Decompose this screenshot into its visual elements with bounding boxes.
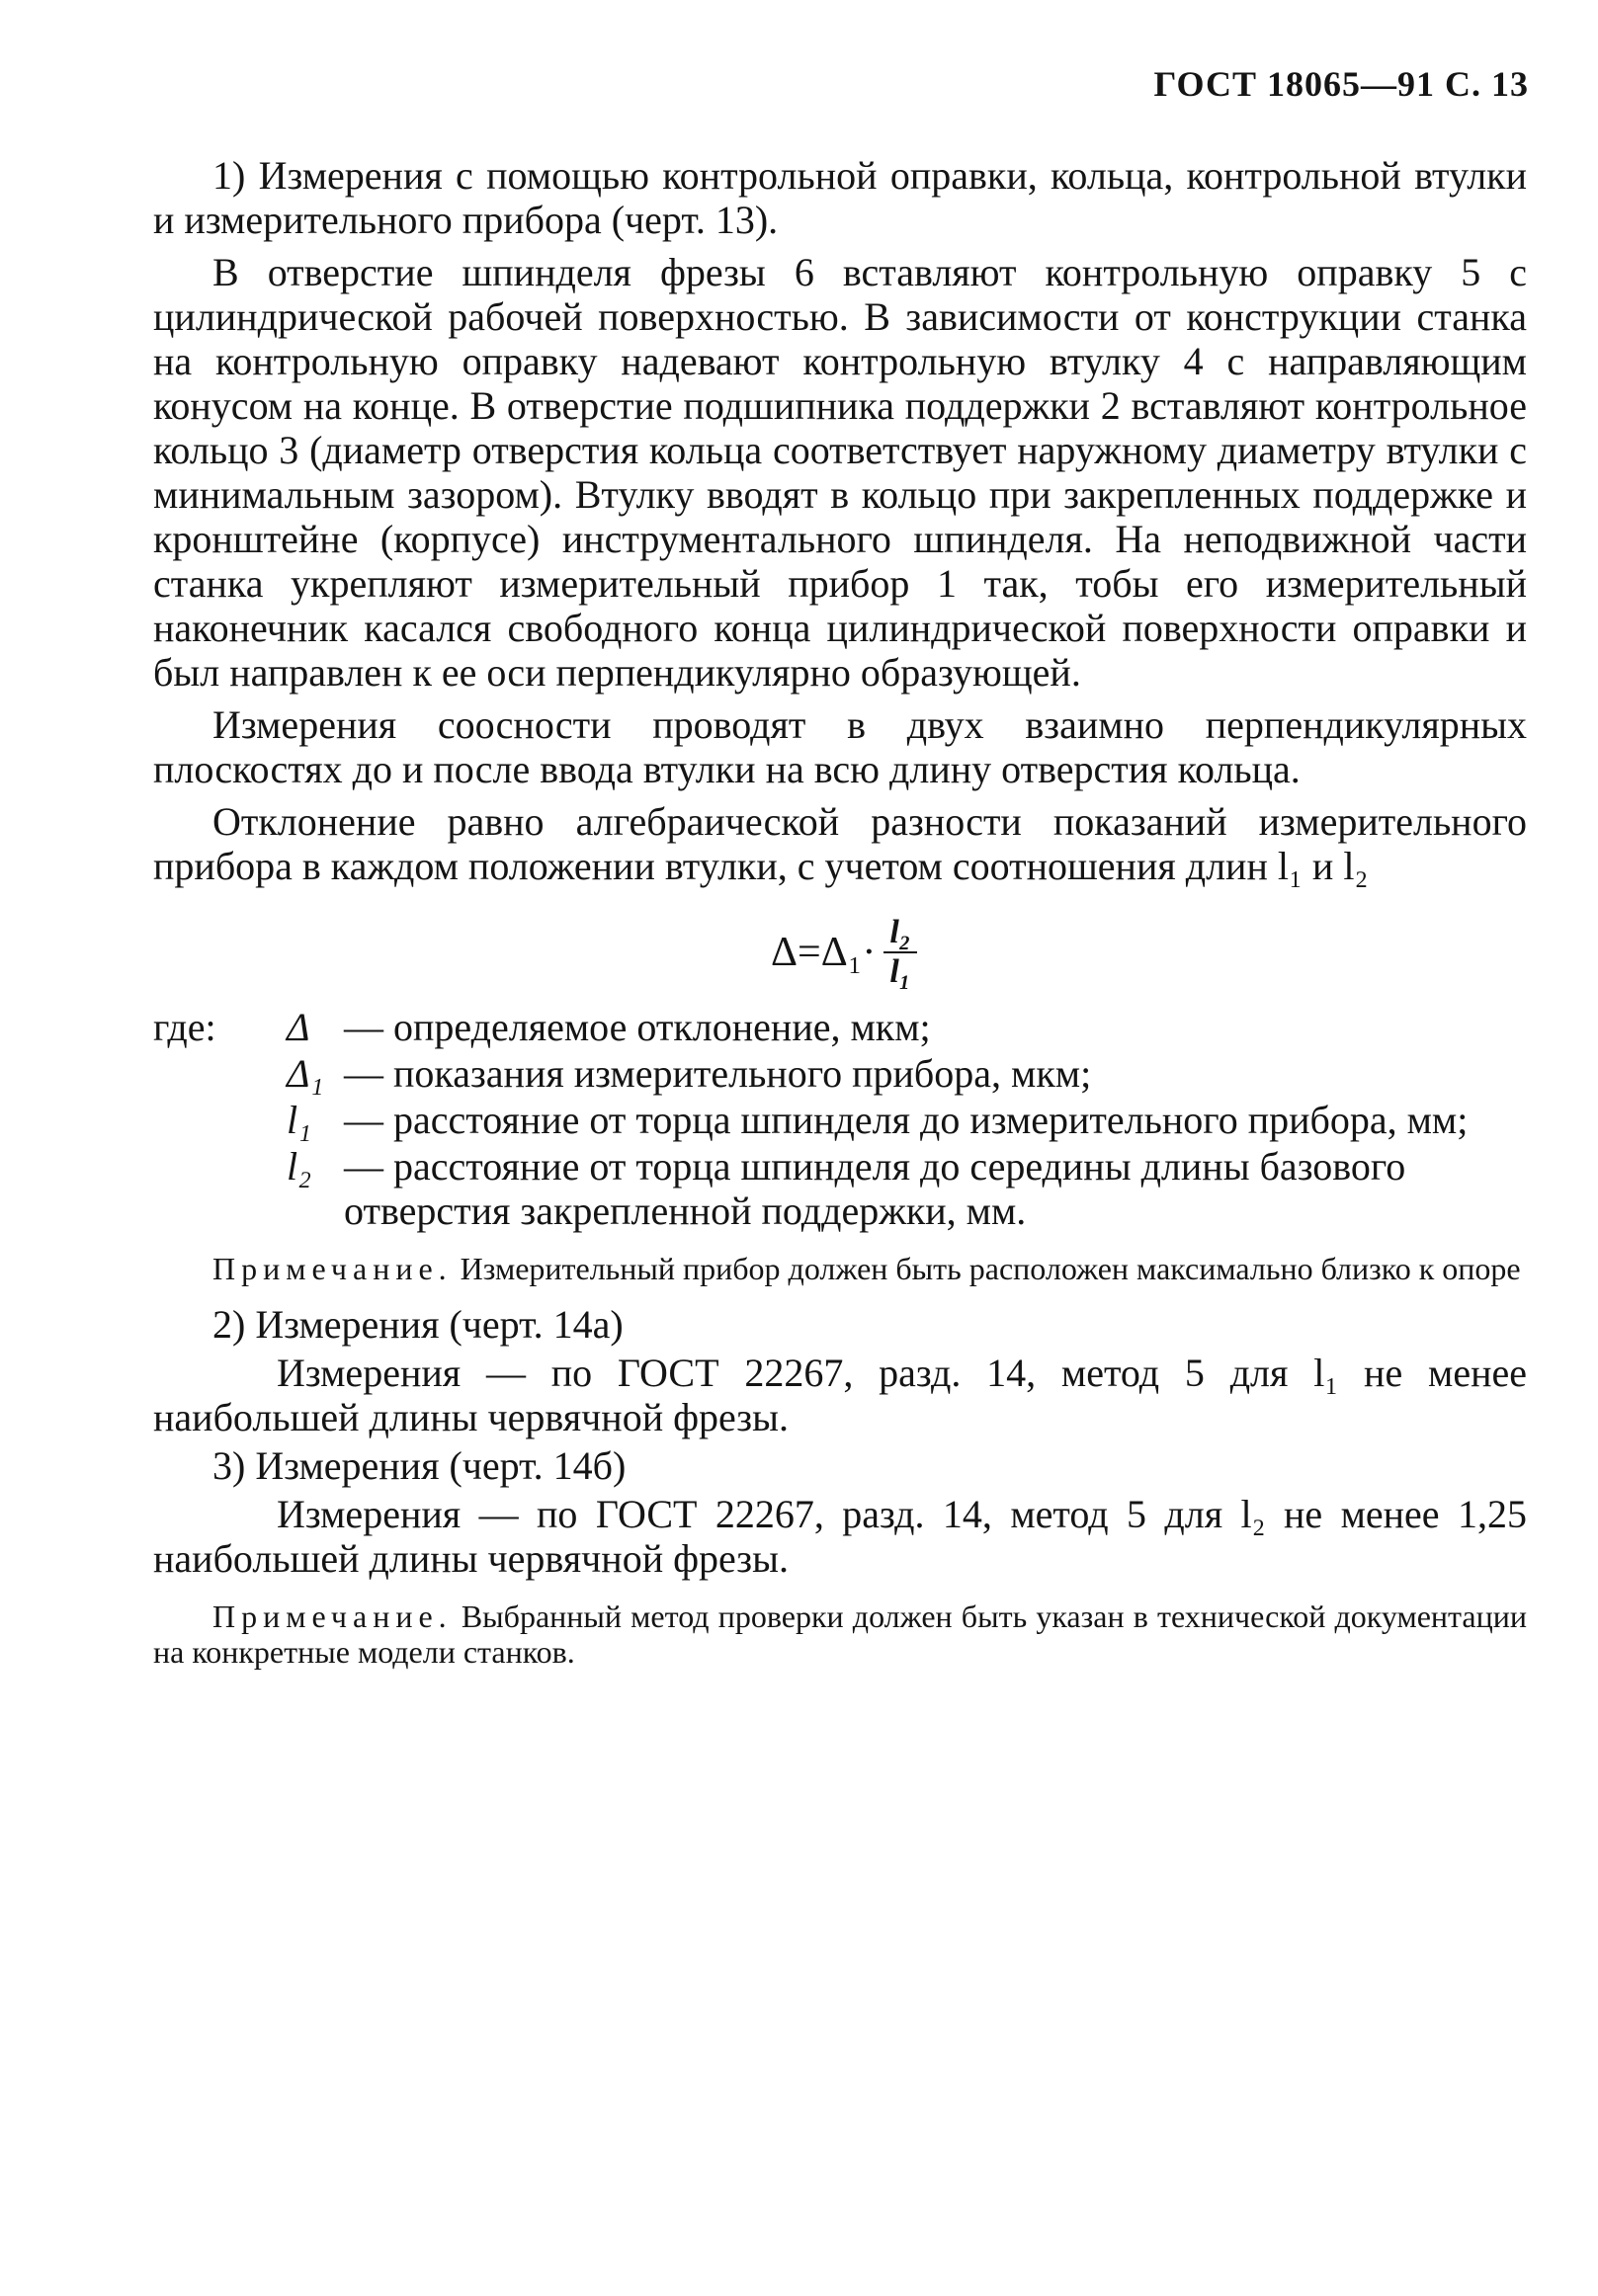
page-header: ГОСТ 18065—91 С. 13: [1153, 64, 1529, 104]
definition-text: — определяемое отклонение, мкм;: [344, 1005, 931, 1049]
note-1: [153, 1251, 1527, 1286]
definition-symbol: Δ: [287, 1005, 310, 1049]
definition-symbol: l₂: [287, 1144, 312, 1189]
item-2-title: 2) Измерения (черт. 14а): [212, 1302, 624, 1347]
formula-lhs: Δ=Δ₁·: [771, 930, 877, 975]
formula-fraction: [883, 914, 916, 991]
page-content: [153, 153, 1527, 1685]
definition-row: [153, 1098, 1527, 1142]
definition-row: [153, 1005, 1527, 1049]
deviation-formula: [153, 906, 1527, 995]
note-2: [153, 1599, 1527, 1670]
definition-symbol: Δ₁: [287, 1051, 324, 1096]
note-2-title: Примечание.: [212, 1599, 453, 1634]
paragraph-1: 1) Измерения с помощью контрольной оправки, кольца, контрольной втулки и измерительного прибора (черт. 13).: [153, 153, 1527, 242]
formula-denominator: l₁: [889, 953, 911, 990]
definition-row: [153, 1144, 1527, 1233]
definitions-lead: где:: [153, 1005, 216, 1049]
definition-text: — расстояние от торца шпинделя до измерительного прибора, мм;: [344, 1098, 1469, 1142]
paragraph-4: Отклонение равно алгебраической разности показаний измерительного прибора в каждом положении втулки, с учетом соотношения длин l₁ и l₂: [153, 799, 1527, 888]
item-3-body: Измерения — по ГОСТ 22267, разд. 14, метод 5 для l₂ не менее 1,25 наибольшей длины червячной фрезы.: [153, 1492, 1527, 1581]
definitions-list: [153, 1005, 1527, 1233]
item-2-body: Измерения — по ГОСТ 22267, разд. 14, метод 5 для l₁ не менее наибольшей длины червячной фрезы.: [153, 1351, 1527, 1439]
item-3-title: 3) Измерения (черт. 14б): [212, 1443, 627, 1488]
paragraph-2: В отверстие шпинделя фрезы 6 вставляют контрольную оправку 5 с цилиндрической рабочей поверхностью. В зависимости от конструкции станка на контрольную оправку надевают контрольную втулку 4 с направляющим конусом на конце. В отверстие подшипника поддержки 2 вставляют контрольное кольцо 3 (диаметр отверстия кольца соответствует наружному диаметру втулки с минимальным зазором). Втулку вводят в кольцо при закрепленных поддержке и кронштейне (корпусе) инструментального шпинделя. На неподвижной части станка укрепляют измерительный прибор 1 так, тобы его измерительный наконечник касался свободного конца цилиндрической поверхности оправки и был направлен к ее оси перпендикулярно образующей.: [153, 250, 1527, 695]
note-2-text: Выбранный метод проверки должен быть указан в технической документации на конкретные модели станков.: [153, 1599, 1528, 1670]
formula-numerator: l₂: [883, 914, 916, 953]
paragraph-3: Измерения соосности проводят в двух взаимно перпендикулярных плоскостях до и после ввода втулки на всю длину отверстия кольца.: [153, 702, 1527, 791]
note-1-title: Примечание.: [212, 1251, 453, 1286]
definition-text: — показания измерительного прибора, мкм;: [344, 1051, 1092, 1096]
note-1-text: Измерительный прибор должен быть расположен максимально близко к опоре: [460, 1251, 1521, 1286]
definition-row: [153, 1051, 1527, 1096]
definition-symbol: l₁: [287, 1098, 312, 1142]
definition-text: — расстояние от торца шпинделя до середины длины базового отверстия закрепленной поддержки, мм.: [344, 1144, 1406, 1233]
